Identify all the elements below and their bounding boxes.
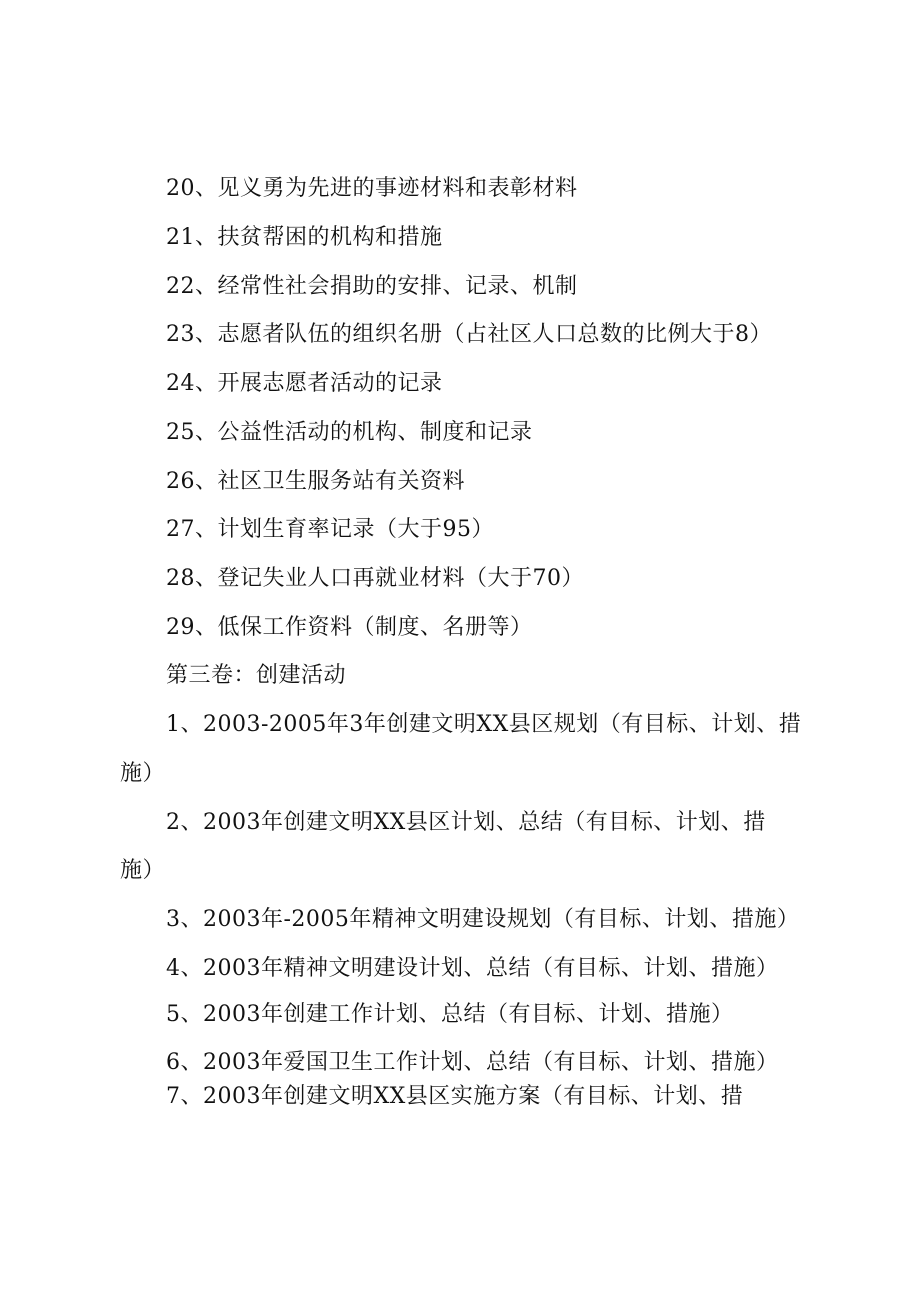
activity-item-2-line1: 2、2003年创建文明XX县区计划、总结（有目标、计划、措 bbox=[166, 810, 766, 835]
activity-item-5: 5、2003年创建工作计划、总结（有目标、计划、措施） bbox=[166, 1002, 734, 1027]
activity-item-6: 6、2003年爱国卫生工作计划、总结（有目标、计划、措施） bbox=[166, 1050, 779, 1075]
activity-item-2-line2: 施） bbox=[120, 858, 166, 883]
list-item-27: 27、计划生育率记录（大于95） bbox=[166, 517, 494, 542]
list-item-21: 21、扶贫帮困的机构和措施 bbox=[166, 225, 443, 250]
activity-item-3: 3、2003年-2005年精神文明建设规划（有目标、计划、措施） bbox=[166, 907, 800, 932]
list-item-29: 29、低保工作资料（制度、名册等） bbox=[166, 615, 533, 640]
list-item-24: 24、开展志愿者活动的记录 bbox=[166, 371, 443, 396]
list-item-23: 23、志愿者队伍的组织名册（占社区人口总数的比例大于8） bbox=[166, 322, 772, 347]
list-item-28: 28、登记失业人口再就业材料（大于70） bbox=[166, 566, 584, 591]
activity-item-1-line1: 1、2003-2005年3年创建文明XX县区规划（有目标、计划、措 bbox=[166, 712, 802, 737]
activity-item-1-line2: 施） bbox=[120, 761, 166, 786]
activity-item-7: 7、2003年创建文明XX县区实施方案（有目标、计划、措 bbox=[166, 1084, 744, 1109]
list-item-26: 26、社区卫生服务站有关资料 bbox=[166, 469, 465, 494]
list-item-22: 22、经常性社会捐助的安排、记录、机制 bbox=[166, 274, 578, 299]
section-title: 第三卷：创建活动 bbox=[166, 663, 347, 688]
list-item-20: 20、见义勇为先进的事迹材料和表彰材料 bbox=[166, 176, 578, 201]
activity-item-4: 4、2003年精神文明建设计划、总结（有目标、计划、措施） bbox=[166, 956, 779, 981]
list-item-25: 25、公益性活动的机构、制度和记录 bbox=[166, 420, 533, 445]
